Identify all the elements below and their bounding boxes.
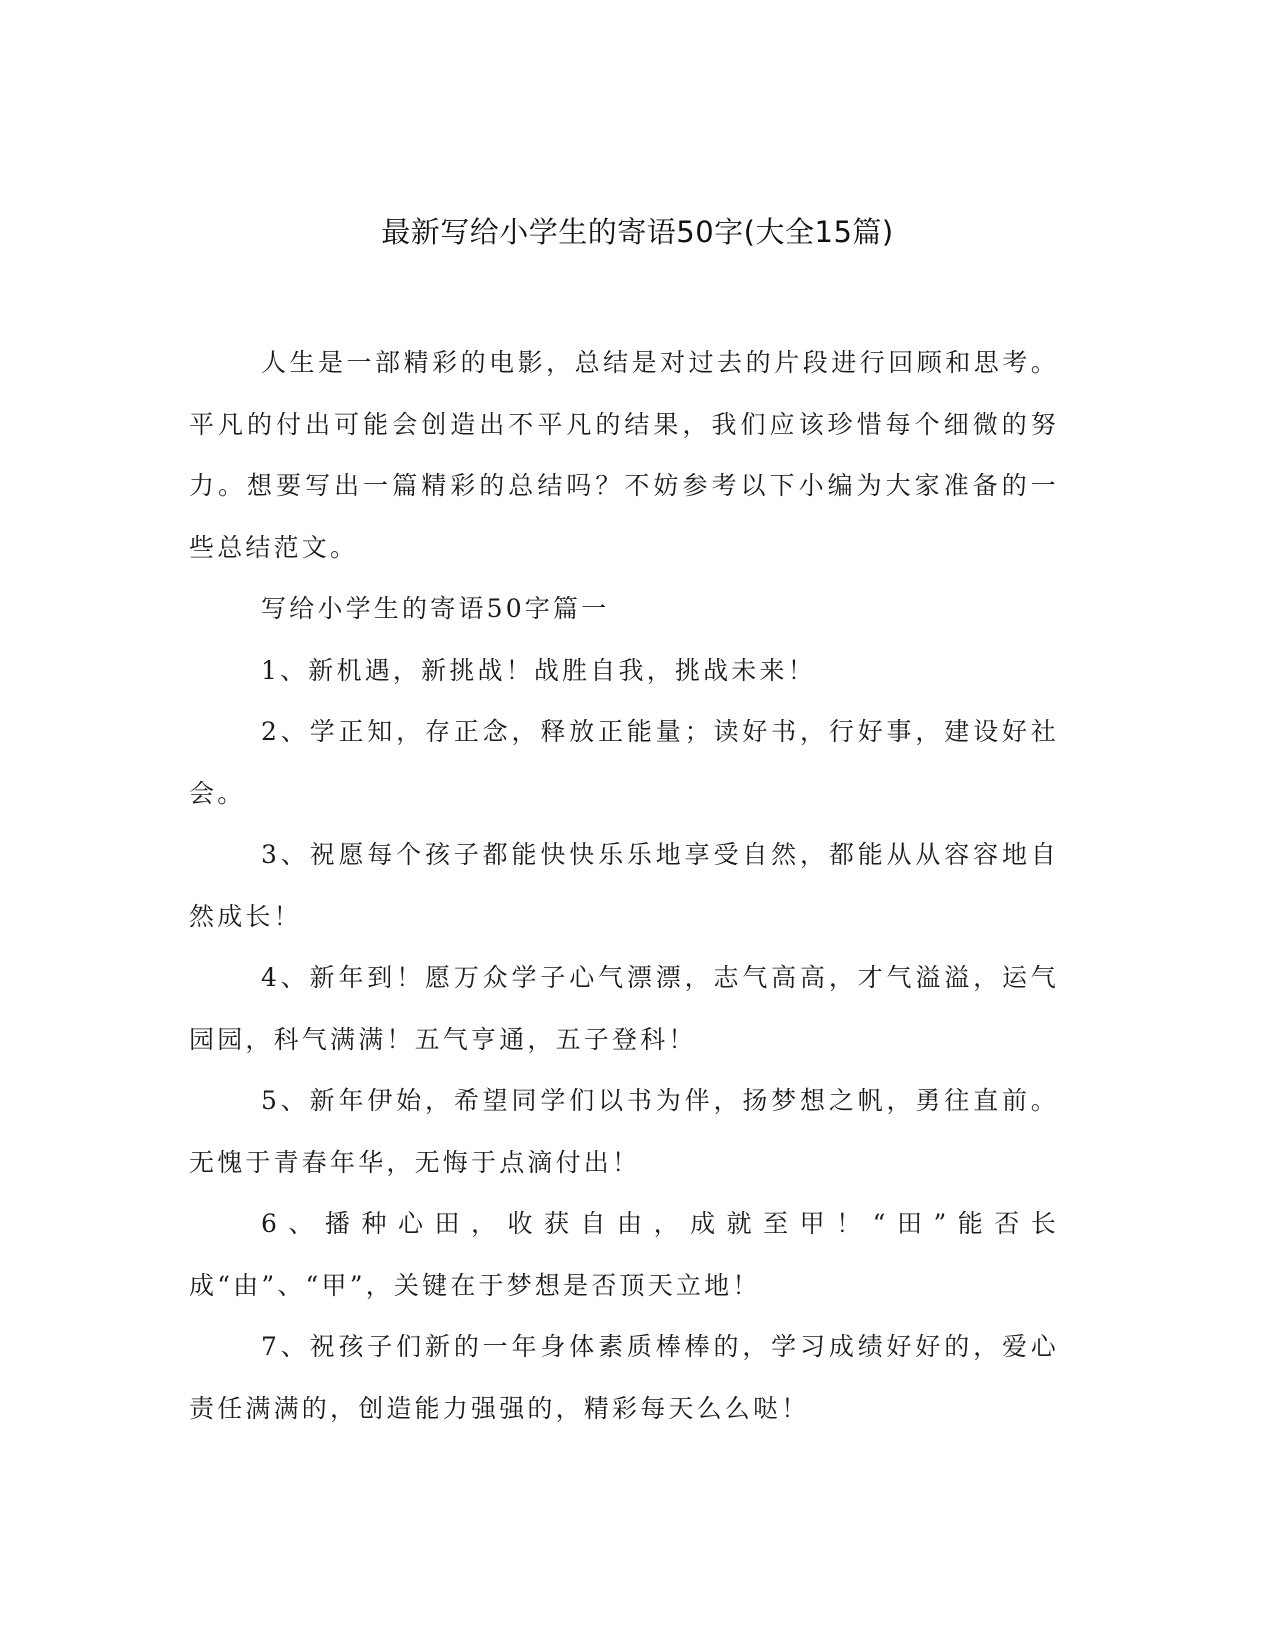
document-title: 最新写给小学生的寄语50字(大全15篇) <box>381 215 894 249</box>
list-item: 2、学正知，存正念，释放正能量；读好书，行好事，建设好社会。 <box>189 717 1059 808</box>
intro-paragraph: 人生是一部精彩的电影，总结是对过去的片段进行回顾和思考。平凡的付出可能会创造出不平凡的结果，我们应该珍惜每个细微的努力。想要写出一篇精彩的总结吗？不妨参考以下小编为大家准备的一些总结范文。 <box>189 348 1059 562</box>
section-heading: 写给小学生的寄语50字篇一 <box>261 594 610 623</box>
list-item: 4、新年到！愿万众学子心气漂漂，志气高高，才气溢溢，运气园园，科气满满！五气亨通，五子登科！ <box>189 963 1059 1054</box>
list-item: 5、新年伊始，希望同学们以书为伴，扬梦想之帆，勇往直前。无愧于青春年华，无悔于点滴付出！ <box>189 1086 1059 1177</box>
document-body <box>189 332 1059 1439</box>
list-item: 7、祝孩子们新的一年身体素质棒棒的，学习成绩好好的，爱心责任满满的，创造能力强强的，精彩每天么么哒！ <box>189 1332 1059 1423</box>
list-item: 6、播种心田，收获自由，成就至甲！“田”能否长成“由”、“甲”，关键在于梦想是否顶天立地！ <box>189 1209 1059 1300</box>
list-item: 1、新机遇，新挑战！战胜自我，挑战未来！ <box>261 655 816 685</box>
list-item: 3、祝愿每个孩子都能快快乐乐地享受自然，都能从从容容地自然成长！ <box>189 840 1059 931</box>
